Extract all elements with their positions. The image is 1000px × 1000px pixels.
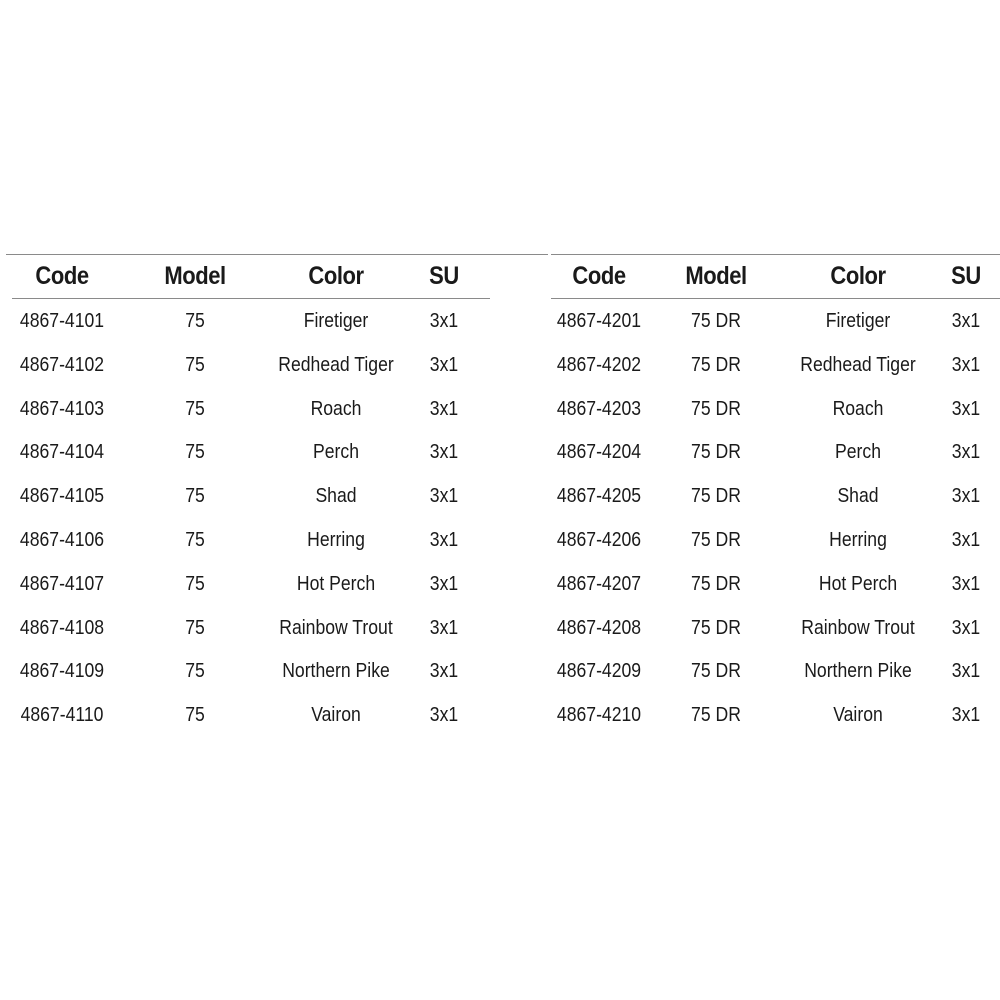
cell-color: Northern Pike <box>282 660 390 682</box>
cell-color: Hot Perch <box>296 573 376 595</box>
cell-su: 3x1 <box>429 485 459 507</box>
cell-model: 75 <box>185 529 205 551</box>
table-top-rule <box>551 254 1000 255</box>
cell-model: 75 DR <box>691 398 741 420</box>
cell-model: 75 DR <box>691 617 741 639</box>
cell-model: 75 <box>185 441 205 463</box>
cell-su: 3x1 <box>951 660 981 682</box>
cell-code: 4867-4205 <box>556 485 642 507</box>
column-header-su: SU <box>951 262 981 290</box>
cell-code: 4867-4203 <box>556 398 642 420</box>
cell-code: 4867-4209 <box>556 660 642 682</box>
cell-color: Roach <box>832 398 884 420</box>
cell-color: Firetiger <box>825 310 891 332</box>
cell-su: 3x1 <box>429 573 459 595</box>
cell-su: 3x1 <box>951 441 981 463</box>
cell-su: 3x1 <box>429 398 459 420</box>
column-header-code: Code <box>35 262 89 290</box>
cell-color: Vairon <box>833 704 883 726</box>
cell-su: 3x1 <box>951 398 981 420</box>
table-top-rule <box>6 254 548 255</box>
cell-su: 3x1 <box>429 354 459 376</box>
cell-code: 4867-4110 <box>20 704 104 726</box>
cell-model: 75 <box>185 354 205 376</box>
column-header-model: Model <box>685 262 747 290</box>
cell-model: 75 <box>185 485 205 507</box>
cell-color: Northern Pike <box>804 660 912 682</box>
cell-color: Vairon <box>311 704 361 726</box>
cell-su: 3x1 <box>429 310 459 332</box>
cell-model: 75 DR <box>691 573 741 595</box>
cell-code: 4867-4207 <box>556 573 642 595</box>
cell-code: 4867-4105 <box>19 485 105 507</box>
column-header-color: Color <box>830 262 886 290</box>
cell-su: 3x1 <box>951 617 981 639</box>
cell-model: 75 DR <box>691 704 741 726</box>
cell-model: 75 <box>185 660 205 682</box>
cell-code: 4867-4108 <box>19 617 105 639</box>
cell-color: Shad <box>315 485 357 507</box>
cell-code: 4867-4103 <box>19 398 105 420</box>
cell-model: 75 <box>185 617 205 639</box>
cell-su: 3x1 <box>429 704 459 726</box>
cell-code: 4867-4202 <box>556 354 642 376</box>
cell-su: 3x1 <box>951 573 981 595</box>
cell-color: Rainbow Trout <box>279 617 393 639</box>
cell-model: 75 DR <box>691 441 741 463</box>
cell-code: 4867-4106 <box>19 529 105 551</box>
cell-code: 4867-4109 <box>19 660 105 682</box>
cell-model: 75 <box>185 704 205 726</box>
cell-model: 75 <box>185 310 205 332</box>
cell-model: 75 DR <box>691 660 741 682</box>
cell-model: 75 DR <box>691 485 741 507</box>
cell-code: 4867-4104 <box>19 441 105 463</box>
cell-su: 3x1 <box>951 704 981 726</box>
cell-su: 3x1 <box>429 529 459 551</box>
cell-model: 75 <box>185 573 205 595</box>
table-header-rule <box>551 298 1000 299</box>
cell-color: Redhead Tiger <box>800 354 916 376</box>
column-header-model: Model <box>164 262 226 290</box>
column-header-color: Color <box>308 262 364 290</box>
cell-color: Perch <box>835 441 881 463</box>
cell-color: Perch <box>313 441 359 463</box>
cell-color: Rainbow Trout <box>801 617 915 639</box>
cell-color: Redhead Tiger <box>278 354 394 376</box>
cell-su: 3x1 <box>429 617 459 639</box>
column-header-code: Code <box>572 262 626 290</box>
cell-su: 3x1 <box>951 310 981 332</box>
cell-code: 4867-4204 <box>556 441 642 463</box>
cell-code: 4867-4102 <box>19 354 105 376</box>
cell-code: 4867-4210 <box>556 704 642 726</box>
cell-color: Roach <box>310 398 362 420</box>
cell-su: 3x1 <box>951 529 981 551</box>
column-header-su: SU <box>429 262 459 290</box>
cell-code: 4867-4206 <box>556 529 642 551</box>
cell-color: Firetiger <box>303 310 369 332</box>
cell-color: Herring <box>307 529 365 551</box>
cell-su: 3x1 <box>429 441 459 463</box>
cell-code: 4867-4208 <box>556 617 642 639</box>
cell-code: 4867-4101 <box>19 310 105 332</box>
cell-model: 75 <box>185 398 205 420</box>
cell-code: 4867-4107 <box>19 573 105 595</box>
cell-code: 4867-4201 <box>556 310 642 332</box>
cell-su: 3x1 <box>951 485 981 507</box>
cell-color: Hot Perch <box>818 573 898 595</box>
cell-su: 3x1 <box>951 354 981 376</box>
cell-model: 75 DR <box>691 529 741 551</box>
cell-model: 75 DR <box>691 354 741 376</box>
cell-su: 3x1 <box>429 660 459 682</box>
cell-model: 75 DR <box>691 310 741 332</box>
cell-color: Herring <box>829 529 887 551</box>
cell-color: Shad <box>837 485 879 507</box>
table-header-rule <box>12 298 490 299</box>
